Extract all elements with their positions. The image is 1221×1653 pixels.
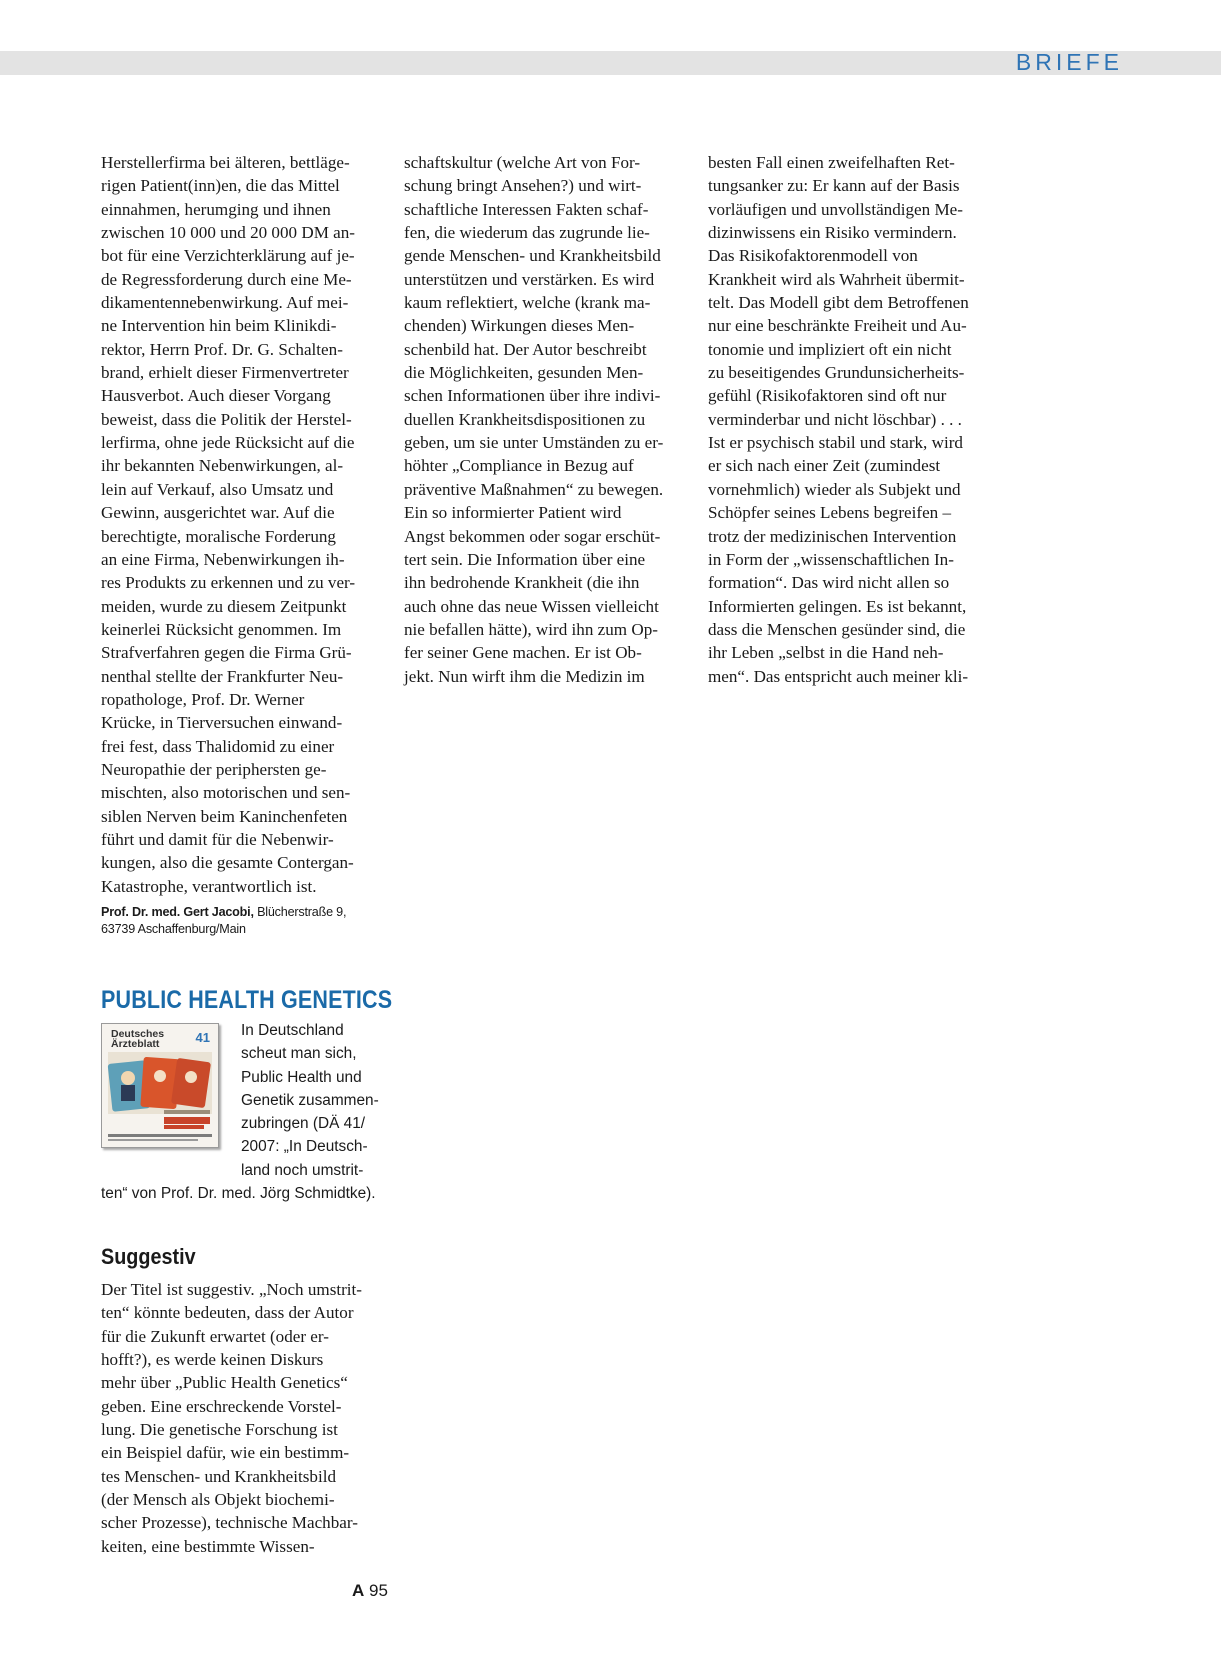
text-line: lerfirma, ohne jede Rücksicht auf die	[101, 433, 355, 453]
signature-address-1: Blücherstraße 9,	[253, 905, 347, 919]
column-3-text	[708, 151, 992, 688]
text-line: in Form der „wissenschaftlichen In-	[708, 549, 954, 569]
text-line: fen, die wiederum das zugrunde lie-	[404, 223, 650, 243]
text-line: einnahmen, herumging und ihnen	[101, 199, 331, 219]
text-line: schen Informationen über ihre indivi-	[404, 386, 661, 406]
text-line: unterstützen und verstärken. Es wird	[404, 269, 655, 289]
text-line: (der Mensch als Objekt biochemi-	[101, 1490, 335, 1510]
text-line: ne Intervention hin beim Klinikdi-	[101, 316, 337, 336]
text-line: für die Zukunft erwartet (oder er-	[101, 1326, 329, 1346]
text-line: rektor, Herrn Prof. Dr. G. Schalten-	[101, 339, 343, 359]
text-line: trotz der medizinischen Intervention	[708, 526, 957, 546]
text-line: ropathologe, Prof. Dr. Werner	[101, 689, 305, 709]
text-line: berechtigte, moralische Forderung	[101, 526, 336, 546]
text-line: hofft?), es werde keinen Diskurs	[101, 1350, 324, 1370]
text-line: Neuropathie der periphersten ge-	[101, 759, 327, 779]
intro-line: zubringen (DÄ 41/	[241, 1115, 366, 1133]
text-line: de Regressforderung durch eine Me-	[101, 269, 352, 289]
text-line: ihn bedrohende Krankheit (die ihn	[404, 573, 640, 593]
text-line: verminderbar und nicht löschbar) . . .	[708, 409, 962, 429]
text-line: zwischen 10 000 und 20 000 DM an-	[101, 223, 355, 243]
text-line: chenden) Wirkungen dieses Men-	[404, 316, 635, 336]
text-line: Das Risikofaktorenmodell von	[708, 246, 918, 266]
text-line: mehr über „Public Health Genetics“	[101, 1373, 348, 1393]
text-line: gefühl (Risikofaktoren sind oft nur	[708, 386, 947, 406]
signature	[101, 904, 385, 938]
text-line: rigen Patient(inn)en, die das Mittel	[101, 176, 340, 196]
text-line: siblen Nerven beim Kaninchenfeten	[101, 806, 348, 826]
text-line: dikamentennebenwirkung. Auf mei-	[101, 293, 349, 313]
text-line: keinerlei Rücksicht genommen. Im	[101, 619, 342, 639]
text-line: Ist er psychisch stabil und stark, wird	[708, 433, 963, 453]
text-line: mischten, also motorischen und sen-	[101, 783, 351, 803]
text-line: men“. Das entspricht auch meiner kli-	[708, 666, 969, 686]
text-line: beweist, dass die Politik der Herstel-	[101, 409, 352, 429]
signature-address-2: 63739 Aschaffenburg/Main	[101, 922, 246, 936]
text-line: geben. Eine erschreckende Vorstel-	[101, 1396, 342, 1416]
text-line: duellen Krankheitsdispositionen zu	[404, 409, 646, 429]
column-2-text	[404, 151, 688, 688]
text-line: lein auf Verkauf, also Umsatz und	[101, 479, 334, 499]
letter-heading: Suggestiv	[101, 1244, 196, 1269]
intro-line: land noch umstrit-	[241, 1161, 364, 1179]
column-2	[404, 151, 688, 688]
column-3	[708, 151, 992, 688]
text-line: meiden, wurde zu diesem Zeitpunkt	[101, 596, 347, 616]
text-line: schung bringt Ansehen?) und wirt-	[404, 176, 642, 196]
text-line: nur eine beschränkte Freiheit und Au-	[708, 316, 967, 336]
text-line: gende Menschen- und Krankheitsbild	[404, 246, 661, 266]
text-line: höhter „Compliance in Bezug auf	[404, 456, 634, 476]
text-line: tonomie und impliziert oft ein nicht	[708, 339, 952, 359]
intro-line: In Deutschland	[241, 1022, 344, 1039]
text-line: Gewinn, ausgerichtet war. Auf die	[101, 503, 335, 523]
text-line: kungen, also die gesamte Contergan-	[101, 853, 354, 873]
text-line: jekt. Nun wirft ihm die Medizin im	[404, 666, 645, 686]
text-line: Strafverfahren gegen die Firma Grü-	[101, 643, 352, 663]
text-line: Hausverbot. Auch dieser Vorgang	[101, 386, 331, 406]
text-line: keiten, eine bestimmte Wissen-	[101, 1536, 315, 1556]
column-1-text	[101, 151, 385, 898]
text-line: besten Fall einen zweifelhaften Ret-	[708, 153, 955, 172]
column-4	[101, 1278, 391, 1558]
text-line: tungsanker zu: Er kann auf der Basis	[708, 176, 960, 196]
cover-masthead: Deutsches Ärzteblatt	[111, 1028, 165, 1050]
text-line: nenthal stellte der Frankfurter Neu-	[101, 666, 344, 686]
column-4-text	[101, 1278, 391, 1558]
text-line: Krankheit wird als Wahrheit übermit-	[708, 269, 965, 289]
cover-issue-number: 41	[195, 1030, 210, 1045]
text-line: Schöpfer seines Lebens begreifen –	[708, 503, 952, 523]
column-1	[101, 151, 385, 938]
text-line: telt. Das Modell gibt dem Betroffenen	[708, 293, 969, 313]
text-line: Katastrophe, verantwortlich ist.	[101, 876, 317, 896]
text-line: dizinwissens ein Risiko vermindern.	[708, 223, 957, 243]
page-number	[352, 1581, 388, 1601]
text-line: nie befallen hätte), wird ihn zum Op-	[404, 619, 658, 639]
intro-line: Genetik zusammen-	[241, 1091, 379, 1109]
intro-line: scheut man sich,	[241, 1045, 357, 1063]
text-line: Angst bekommen oder sogar erschüt-	[404, 526, 661, 546]
signature-name: Prof. Dr. med. Gert Jacobi,	[101, 905, 254, 919]
intro-line: 2007: „In Deutsch-	[241, 1138, 368, 1156]
text-line: ein Beispiel dafür, wie ein bestimm-	[101, 1443, 350, 1463]
text-line: fer seiner Gene machen. Er ist Ob-	[404, 643, 642, 663]
text-line: die Möglichkeiten, gesunden Men-	[404, 363, 644, 383]
text-line: formation“. Das wird nicht allen so	[708, 573, 950, 593]
text-line: kaum reflektiert, welche (krank ma-	[404, 293, 651, 313]
intro-line: Public Health und	[241, 1068, 362, 1086]
text-line: ten“ könnte bedeuten, dass der Autor	[101, 1303, 354, 1323]
text-line: vornehmlich) wieder als Subjekt und	[708, 479, 961, 499]
text-line: tert sein. Die Information über eine	[404, 549, 646, 569]
text-line: präventive Maßnahmen“ zu bewegen.	[404, 479, 664, 499]
text-line: er sich nach einer Zeit (zumindest	[708, 456, 941, 476]
text-line: vorläufigen und unvollständigen Me-	[708, 199, 963, 219]
text-line: res Produkts zu erkennen und zu ver-	[101, 573, 356, 593]
text-line: geben, um sie unter Umständen zu er-	[404, 433, 664, 453]
section-heading: PUBLIC HEALTH GENETICS	[101, 986, 393, 1014]
text-line: frei fest, dass Thalidomid zu einer	[101, 736, 335, 756]
intro-line: ten“ von Prof. Dr. med. Jörg Schmidtke).	[101, 1185, 376, 1203]
text-line: Ein so informierter Patient wird	[404, 503, 622, 523]
text-line: an eine Firma, Nebenwirkungen ih-	[101, 549, 345, 569]
text-line: scher Prozesse), technische Machbar-	[101, 1513, 358, 1533]
text-line: auch ohne das neue Wissen vielleicht	[404, 596, 659, 616]
page-number-value: 95	[369, 1581, 388, 1600]
text-line: Der Titel ist suggestiv. „Noch umstrit-	[101, 1280, 362, 1299]
text-line: schaftliche Interessen Fakten schaf-	[404, 199, 649, 219]
text-line: Informierten gelingen. Es ist bekannt,	[708, 596, 967, 616]
text-line: schenbild hat. Der Autor beschreibt	[404, 339, 647, 359]
text-line: brand, erhielt dieser Firmenvertreter	[101, 363, 349, 383]
text-line: dass die Menschen gesünder sind, die	[708, 619, 966, 639]
text-line: Krücke, in Tierversuchen einwand-	[101, 713, 343, 733]
page-prefix: A	[352, 1581, 365, 1600]
text-line: Herstellerfirma bei älteren, bettläge-	[101, 153, 350, 172]
text-line: bot für eine Verzichterklärung auf je-	[101, 246, 355, 266]
text-line: lung. Die genetische Forschung ist	[101, 1420, 338, 1440]
magazine-cover-image	[101, 1023, 219, 1148]
text-line: zu beseitigendes Grundunsicherheits-	[708, 363, 965, 383]
text-line: ihr Leben „selbst in die Hand neh-	[708, 643, 944, 663]
text-line: schaftskultur (welche Art von For-	[404, 153, 641, 172]
section-label: BRIEFE	[1015, 49, 1123, 75]
text-line: führt und damit für die Nebenwir-	[101, 829, 334, 849]
text-line: tes Menschen- und Krankheitsbild	[101, 1466, 336, 1486]
text-line: ihr bekannten Nebenwirkungen, al-	[101, 456, 344, 476]
